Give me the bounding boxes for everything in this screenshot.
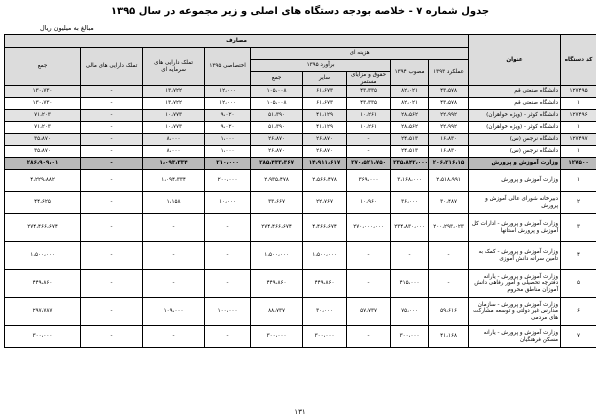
cell-special: - [205, 242, 251, 270]
cell-performance: ۱۶،۸۳۰ [429, 134, 469, 146]
cell-grand-total: ۲۹۷،۷۸۷ [5, 298, 81, 326]
cell-performance: ۴۳،۵۷۸ [429, 86, 469, 98]
cell-grand-total: ۴۴،۶۲۵ [5, 192, 81, 214]
cell-financial-assets: - [81, 242, 143, 270]
cell-salary: - [347, 270, 391, 298]
header-expenses: مصارف [5, 35, 469, 48]
cell-salary: - [347, 242, 391, 270]
cell-salary: - [347, 134, 391, 146]
cell-title: وزارت آموزش و پرورش - یارانه مسکن فرهنگیان [469, 326, 561, 348]
cell-other: ۶۱،۶۷۳ [303, 86, 347, 98]
cell-approved: ۳۶،۰۰۰ [391, 192, 429, 214]
cell-financial-assets: - [81, 110, 143, 122]
cell-special: - [205, 326, 251, 348]
cell-grand-total: ۴۴۹،۸۶۰ [5, 270, 81, 298]
cell-salary: ۱۰،۲۶۱ [347, 110, 391, 122]
header-approved: مصوب ۱۳۹۴ [391, 60, 429, 86]
cell-other: ۱،۵۰۰،۰۰۰ [303, 242, 347, 270]
cell-salary: - [347, 146, 391, 158]
cell-capital-assets: ۸،۰۰۰ [143, 134, 205, 146]
cell-total: ۳۰۰،۰۰۰ [251, 326, 303, 348]
header-total: جمع [251, 72, 303, 86]
cell-capital-assets: ۸،۰۰۰ [143, 146, 205, 158]
cell-salary: ۴۳،۳۳۵ [347, 86, 391, 98]
header-code: کد دستگاه [561, 35, 596, 86]
cell-special: ۱،۰۰۰ [205, 134, 251, 146]
cell-title: وزارت آموزش و پرورش [469, 158, 561, 170]
cell-title: وزارت آموزش و پرورش - یارانه دفترچه تحصیلی و امور رفاهی دانش آموزان مناطق محروم [469, 270, 561, 298]
cell-approved: ۳۰۰،۰۰۰ [391, 326, 429, 348]
cell-performance: ۳۰،۴۸۷ [429, 192, 469, 214]
unit-note: مبالغ به میلیون ریال [40, 24, 94, 32]
table-row [5, 270, 597, 298]
cell-grand-total: ۴،۲۲۹،۸۸۲ [5, 170, 81, 192]
table-row [5, 158, 597, 170]
cell-performance: ۲۲،۹۹۲ [429, 110, 469, 122]
header-financial-assets: تملک دارایی های مالی [81, 48, 143, 86]
table-row [5, 298, 597, 326]
cell-other: ۴۴۹،۸۶۰ [303, 270, 347, 298]
cell-grand-total: ۲۸۶،۹۰۹،۰۱ [5, 158, 81, 170]
cell-approved: ۷۵،۰۰۰ [391, 298, 429, 326]
cell-special: ۲۱۰،۰۰۰ [205, 158, 251, 170]
cell-performance: ۲۰۰،۲۹۳،۰۲۳ [429, 214, 469, 242]
cell-performance: ۲۰۶،۲۱۶،۱۵ [429, 158, 469, 170]
cell-salary: ۲۷۰،۰۰۰،۰۰۰ [347, 214, 391, 242]
cell-other: ۳۰،۰۰۰ [303, 298, 347, 326]
cell-special: - [205, 270, 251, 298]
cell-performance: ۲۲،۹۹۲ [429, 122, 469, 134]
cell-special: ۱۲،۰۰۰ [205, 86, 251, 98]
table-header [5, 35, 597, 86]
cell-total: ۲۶،۸۷۰ [251, 146, 303, 158]
table-row [5, 242, 597, 270]
cell-grand-total: ۳۵،۸۷۰ [5, 146, 81, 158]
cell-special: ۹،۰۲۰ [205, 110, 251, 122]
cell-other: ۲۲،۷۶۷ [303, 192, 347, 214]
cell-approved: ۲۸،۵۶۲ [391, 122, 429, 134]
table-row [5, 122, 597, 134]
cell-code: ۱۲۷۵۰۰ [561, 158, 596, 170]
budget-table [4, 34, 596, 348]
cell-title: دانشگاه نرجس (س) [469, 134, 561, 146]
cell-approved: ۸۲،۰۲۱ [391, 98, 429, 110]
cell-other: ۲،۵۶۶،۴۷۸ [303, 170, 347, 192]
cell-approved: ۸۲،۰۲۱ [391, 86, 429, 98]
cell-title: دانشگاه کوثر - (ویژه خواهران) [469, 122, 561, 134]
cell-special: ۱۲،۰۰۰ [205, 98, 251, 110]
cell-title: وزارت آموزش و پرورش - کمک به تامین سرانه دانش آموزی [469, 242, 561, 270]
table-row [5, 146, 597, 158]
budget-table-wrapper [4, 34, 596, 401]
cell-financial-assets: - [81, 298, 143, 326]
cell-grand-total: ۳۰۰،۰۰۰ [5, 326, 81, 348]
cell-grand-total: ۳۵،۸۷۰ [5, 134, 81, 146]
cell-code: ۱ [561, 122, 596, 134]
cell-capital-assets: ۱،۰۹۴،۳۳۴ [143, 170, 205, 192]
cell-performance: ۲،۵۱۸،۹۹۱ [429, 170, 469, 192]
cell-salary: ۲۷۰،۵۲۱،۷۵۰ [347, 158, 391, 170]
cell-code: ۶ [561, 298, 596, 326]
cell-salary: ۱۰،۹۶۰ [347, 192, 391, 214]
cell-other: ۶۱،۶۷۳ [303, 98, 347, 110]
cell-capital-assets: - [143, 242, 205, 270]
cell-special: ۱،۰۰۰ [205, 146, 251, 158]
cell-salary: ۴۳،۳۳۵ [347, 98, 391, 110]
cell-special: ۱۰،۰۰۰ [205, 192, 251, 214]
table-body [5, 86, 597, 348]
cell-total: ۲،۹۳۵،۴۷۸ [251, 170, 303, 192]
table-row [5, 192, 597, 214]
cell-performance: - [429, 242, 469, 270]
cell-performance: ۵۹،۶۱۶ [429, 298, 469, 326]
cell-grand-total: ۱،۵۰۰،۰۰۰ [5, 242, 81, 270]
cell-total: ۲۷۴،۴۶۶،۶۷۴ [251, 214, 303, 242]
cell-other: ۴۱،۱۲۹ [303, 122, 347, 134]
cell-approved: ۲۳۴،۸۳۰،۰۰۰ [391, 214, 429, 242]
cell-code: ۱ [561, 170, 596, 192]
cell-financial-assets: - [81, 134, 143, 146]
cell-special: ۱۰۰،۰۰۰ [205, 298, 251, 326]
header-estimate: برآورد ۱۳۹۵ [251, 60, 391, 72]
cell-title: وزارت آموزش و پرورش [469, 170, 561, 192]
cell-special: ۲۰۰،۰۰۰ [205, 170, 251, 192]
cell-grand-total: ۱۳۰،۷۳۰ [5, 98, 81, 110]
header-title: عنوان [469, 35, 561, 86]
cell-other: ۴۱،۱۲۹ [303, 110, 347, 122]
cell-performance: ۴۱،۱۶۸ [429, 326, 469, 348]
cell-grand-total: ۱۳۰،۷۳۰ [5, 86, 81, 98]
cell-capital-assets: ۱۰،۷۷۳ [143, 110, 205, 122]
cell-other: ۴،۴۶۶،۶۷۴ [303, 214, 347, 242]
cell-financial-assets: - [81, 86, 143, 98]
table-row [5, 170, 597, 192]
table-row [5, 214, 597, 242]
cell-capital-assets: ۱۳،۷۲۲ [143, 86, 205, 98]
cell-financial-assets: - [81, 170, 143, 192]
cell-other: ۲۶،۸۷۰ [303, 134, 347, 146]
cell-total: ۵۱،۳۹۰ [251, 110, 303, 122]
cell-salary: - [347, 326, 391, 348]
cell-financial-assets: - [81, 192, 143, 214]
cell-other: ۲۶،۸۷۰ [303, 146, 347, 158]
cell-salary: ۵۷،۷۳۷ [347, 298, 391, 326]
cell-approved: ۴۱۵،۰۰۰ [391, 270, 429, 298]
header-special: اختصاصی ۱۳۹۵ [205, 48, 251, 86]
cell-special: - [205, 214, 251, 242]
page-title: جدول شماره ۷ - خلاصه بودجه دستگاه های اصلی و زیر مجموعه در سال ۱۳۹۵ [110, 6, 490, 17]
cell-salary: ۳۶۹،۰۰۰ [347, 170, 391, 192]
cell-total: ۱۰۵،۰۰۸ [251, 98, 303, 110]
table-row [5, 326, 597, 348]
cell-total: ۱،۵۰۰،۰۰۰ [251, 242, 303, 270]
cell-other: ۳۰۰،۰۰۰ [303, 326, 347, 348]
cell-financial-assets: - [81, 146, 143, 158]
cell-total: ۲۸۵،۴۳۳،۳۶۷ [251, 158, 303, 170]
table-row [5, 98, 597, 110]
cell-performance: ۱۶،۸۳۰ [429, 146, 469, 158]
cell-capital-assets: ۱۳،۷۲۲ [143, 98, 205, 110]
cell-capital-assets: - [143, 214, 205, 242]
cell-code: ۱۲۷۴۹۵ [561, 86, 596, 98]
cell-capital-assets: ۱۰،۷۷۳ [143, 122, 205, 134]
cell-financial-assets: - [81, 122, 143, 134]
header-other: سایر [303, 72, 347, 86]
cell-code: ۱ [561, 146, 596, 158]
cell-approved: ۲۴،۵۱۳ [391, 146, 429, 158]
cell-approved: ۳،۱۶۸،۰۰۰ [391, 170, 429, 192]
header-performance: عملکرد ۱۳۹۳ [429, 60, 469, 86]
cell-code: ۱۲۷۴۹۶ [561, 110, 596, 122]
cell-performance: - [429, 270, 469, 298]
cell-title: وزارت آموزش و پرورش - سازمان مدارس غیر دولتی و توسعه مشارکت های مردمی [469, 298, 561, 326]
cell-title: دبیرخانه شورای عالی آموزش و پرورش [469, 192, 561, 214]
cell-approved: ۲۸،۵۶۲ [391, 110, 429, 122]
cell-title: دانشگاه صنعتی قم [469, 86, 561, 98]
cell-title: وزارت آموزش و پرورش - ادارات کل آموزش و پرورش استانها [469, 214, 561, 242]
cell-financial-assets: - [81, 214, 143, 242]
header-capital-assets: تملک دارایی های سرمایه ای [143, 48, 205, 86]
cell-capital-assets: ۱،۰۹۳،۳۳۴ [143, 158, 205, 170]
cell-capital-assets: - [143, 270, 205, 298]
cell-grand-total: ۷۱،۲۰۳ [5, 122, 81, 134]
cell-title: دانشگاه صنعتی قم [469, 98, 561, 110]
header-cost: هزینه ای [251, 48, 469, 60]
cell-capital-assets: ۱۰۹،۰۰۰ [143, 298, 205, 326]
cell-title: دانشگاه کوثر - (ویژه خواهران) [469, 110, 561, 122]
cell-financial-assets: - [81, 326, 143, 348]
cell-salary: ۱۰،۲۶۱ [347, 122, 391, 134]
cell-total: ۱۰۵،۰۰۸ [251, 86, 303, 98]
cell-financial-assets: - [81, 158, 143, 170]
cell-grand-total: ۲۷۴،۴۶۶،۶۷۴ [5, 214, 81, 242]
cell-code: ۲ [561, 192, 596, 214]
cell-code: ۴ [561, 242, 596, 270]
cell-financial-assets: - [81, 98, 143, 110]
header-salary: حقوق و مزایای مستمر [347, 72, 391, 86]
cell-total: ۸۸،۷۳۷ [251, 298, 303, 326]
cell-performance: ۴۳،۵۷۸ [429, 98, 469, 110]
cell-special: ۹،۰۲۰ [205, 122, 251, 134]
cell-title: دانشگاه نرجس (س) [469, 146, 561, 158]
cell-financial-assets: - [81, 270, 143, 298]
header-grand-total: جمع [5, 48, 81, 86]
cell-capital-assets: - [143, 326, 205, 348]
table-row [5, 86, 597, 98]
cell-approved: ۲۳۵،۸۴۲،۰۰۰ [391, 158, 429, 170]
cell-capital-assets: ۱،۱۵۸ [143, 192, 205, 214]
cell-total: ۲۶،۸۷۰ [251, 134, 303, 146]
cell-total: ۳۳،۶۶۷ [251, 192, 303, 214]
cell-other: ۱۴،۹۱۱،۶۱۷ [303, 158, 347, 170]
cell-grand-total: ۷۱،۲۰۳ [5, 110, 81, 122]
cell-code: ۱ [561, 98, 596, 110]
cell-total: ۵۱،۳۹۰ [251, 122, 303, 134]
table-row [5, 134, 597, 146]
cell-code: ۷ [561, 326, 596, 348]
cell-code: ۳ [561, 214, 596, 242]
cell-code: ۱۲۷۴۹۷ [561, 134, 596, 146]
page-number: ۱۳۱ [294, 408, 306, 416]
cell-approved: - [391, 242, 429, 270]
table-row [5, 110, 597, 122]
cell-total: ۴۴۹،۸۶۰ [251, 270, 303, 298]
cell-approved: ۲۴،۵۱۳ [391, 134, 429, 146]
cell-code: ۵ [561, 270, 596, 298]
